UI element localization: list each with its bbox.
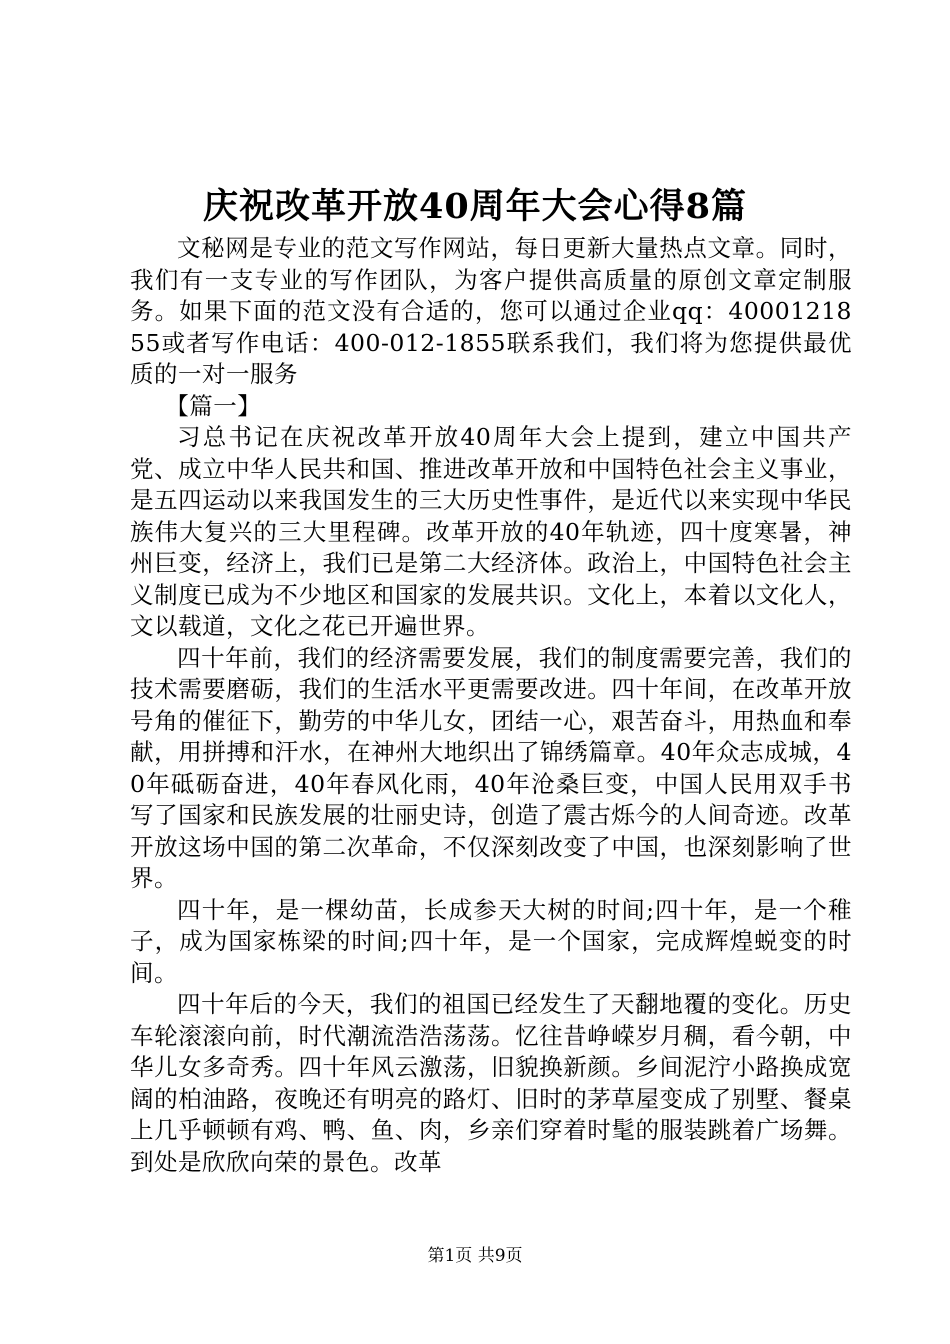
body-paragraph-4: 四十年后的今天，我们的祖国已经发生了天翻地覆的变化。历史车轮滚滚向前，时代潮流浩浩荡荡。忆往昔峥嵘岁月稠，看今朝，中华儿女多奇秀。四十年风云激荡，旧貌换新颜。乡间泥泞小路换成宽阔的柏油路，夜晚还有明亮的路灯、旧时的茅草屋变成了别墅、餐桌上几乎顿顿有鸡、鸭、鱼、肉，乡亲们穿着时髦的服装跳着广场舞。到处是欣欣向荣的景色。改革: [130, 990, 852, 1176]
section-heading: 【篇一】: [165, 391, 262, 420]
body-paragraph-3: 四十年，是一棵幼苗，长成参天大树的时间;四十年，是一个稚子，成为国家栋梁的时间;四十年，是一个国家，完成辉煌蜕变的时间。: [130, 895, 852, 987]
body-paragraph-1: 习总书记在庆祝改革开放40周年大会上提到，建立中国共产党、成立中华人民共和国、推进改革开放和中国特色社会主义事业，是五四运动以来我国发生的三大历史性事件，是近代以来实现中华民族伟大复兴的三大里程碑。改革开放的40年轨迹，四十度寒暑，神州巨变，经济上，我们已是第二大经济体。政治上，中国特色社会主义制度已成为不少地区和国家的发展共识。文化上，本着以文化人，文以载道，文化之花已开遍世界。: [130, 423, 852, 640]
document-body: [130, 233, 852, 1178]
document-title: 庆祝改革开放40周年大会心得8篇: [202, 186, 748, 227]
body-paragraph-2: 四十年前，我们的经济需要发展，我们的制度需要完善，我们的技术需要磨砺，我们的生活水平更需要改进。四十年间，在改革开放号角的催征下，勤劳的中华儿女，团结一心，艰苦奋斗，用热血和奉献，用拼搏和汗水，在神州大地织出了锦绣篇章。40年众志成城，40年砥砺奋进，40年春风化雨，40年沧桑巨变，中国人民用双手书写了国家和民族发展的壮丽史诗，创造了震古烁今的人间奇迹。改革开放这场中国的第二次革命，不仅深刻改变了中国，也深刻影响了世界。: [130, 643, 852, 892]
page-footer: 第1页 共9页: [427, 1246, 523, 1266]
intro-paragraph: 文秘网是专业的范文写作网站，每日更新大量热点文章。同时，我们有一支专业的写作团队，为客户提供高质量的原创文章定制服务。如果下面的范文没有合适的，您可以通过企业qq：4000121855或者写作电话：400-012-1855联系我们，我们将为您提供最优质的一对一服务: [130, 234, 852, 388]
